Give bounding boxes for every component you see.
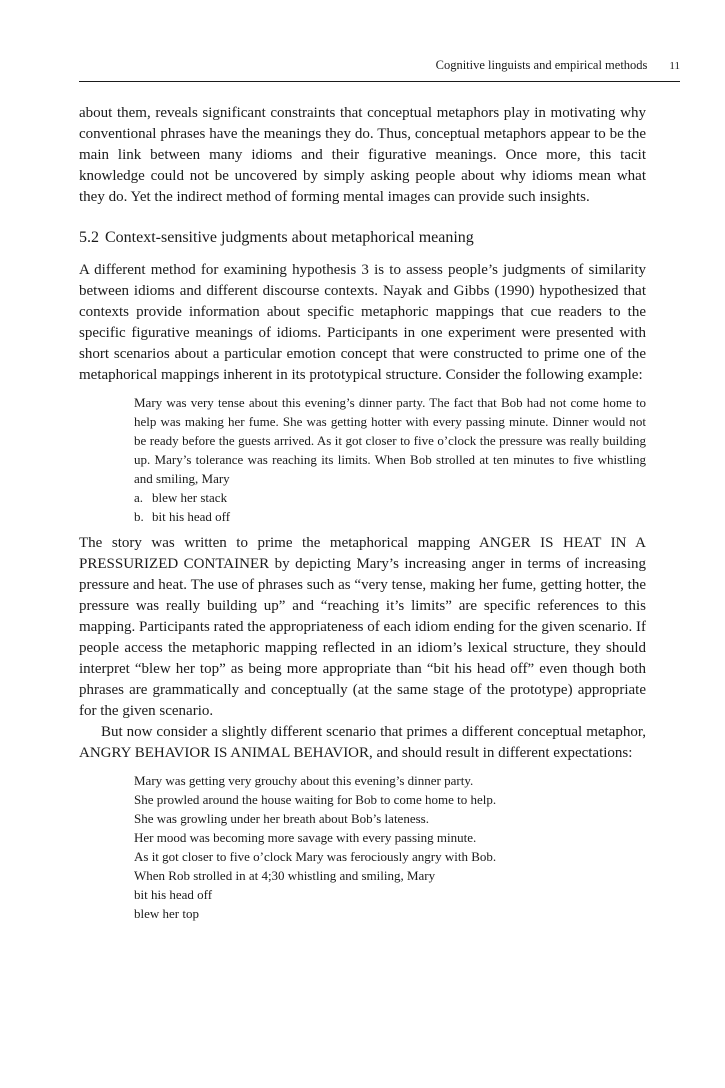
paragraph-method: A different method for examining hypothesis 3 is to assess people’s judgments of similarity between idioms and different discourse contexts. Nayak and Gibbs (1990) hypothesized that contexts provide information about specific metaphoric mappings that cue readers to the specific figurative meanings of idioms. Participants in one experiment were presented with short scenarios about a particular emotion concept that were constructed to prime one of the metaphorical mappings inherent in its prototypical structure. Consider the following example: <box>79 262 646 383</box>
option-label: a. <box>134 490 144 505</box>
running-header <box>79 58 680 73</box>
scenario-line: As it got closer to five o’clock Mary was ferociously angry with Bob. <box>134 849 497 864</box>
scenario-line: She prowled around the house waiting for Bob to come home to help. <box>134 792 497 807</box>
paragraph-continuation: about them, reveals significant constraints that conceptual metaphors play in motivating why conventional phrases have the meanings they do. Thus, conceptual metaphors appear to be the main link between many idioms and their figurative meanings. Once more, this tacit knowledge could not be uncovered by simply asking people about why idioms mean what they do. Yet the indirect method of forming mental images can provide such insights. <box>79 105 646 205</box>
scenario-line: bit his head off <box>134 887 213 902</box>
scenario-line: She was growling under her breath about Bob’s lateness. <box>134 811 429 826</box>
scenario-line: blew her top <box>134 906 199 921</box>
example-scenario-text: Mary was very tense about this evening’s dinner party. The fact that Bob had not come home to help was making her fume. She was getting hotter with every passing minute. Dinner would not be ready before the guests arrived. As it got closer to five o’clock the pressure was really building up. Mary’s tolerance was reaching its limits. When Bob strolled at ten minutes to five whistling and smiling, Mary <box>134 395 646 486</box>
option-label: b. <box>134 509 144 524</box>
example-scenario-animal-behavior <box>134 771 646 923</box>
page-body <box>79 103 646 923</box>
paragraph-discussion: The story was written to prime the metaphorical mapping ANGER IS HEAT IN A PRESSURIZED CONTAINER by depicting Mary’s increasing anger in terms of increasing pressure and heat. The use of phrases such as “very tense, making her fume, getting hotter, the pressure was really building up” and “reaching it’s limits” are specific references to this mapping. Participants rated the appropriateness of each idiom ending for the given scenario. If people access the metaphoric mapping reflected in an idiom’s lexical structure, they should interpret “blew her top” as being more appropriate than “bit his head off” even though both phrases are grammatically and conceptually (at the same stage of the prototype) appropriate for the given scenario. <box>79 535 646 719</box>
option-text: bit his head off <box>152 509 231 524</box>
example-scenario-anger-heat <box>134 393 646 526</box>
header-rule <box>79 81 680 82</box>
section-title: Context-sensitive judgments about metaphorical meaning <box>105 229 474 246</box>
running-title: Cognitive linguists and empirical methods <box>435 58 648 72</box>
example-option <box>134 507 646 526</box>
paragraph-second-scenario-intro: But now consider a slightly different scenario that primes a different conceptual metaphor, ANGRY BEHAVIOR IS ANIMAL BEHAVIOR, and should result in different expectations: <box>79 724 646 761</box>
section-number: 5.2 <box>79 229 99 246</box>
example-option <box>134 488 646 507</box>
page-number: 11 <box>669 60 680 72</box>
scenario-line: Mary was getting very grouchy about this evening’s dinner party. <box>134 773 474 788</box>
section-heading <box>79 227 646 249</box>
scenario-line: When Rob strolled in at 4;30 whistling and smiling, Mary <box>134 868 436 883</box>
scenario-line: Her mood was becoming more savage with every passing minute. <box>134 830 477 845</box>
option-text: blew her stack <box>152 490 228 505</box>
